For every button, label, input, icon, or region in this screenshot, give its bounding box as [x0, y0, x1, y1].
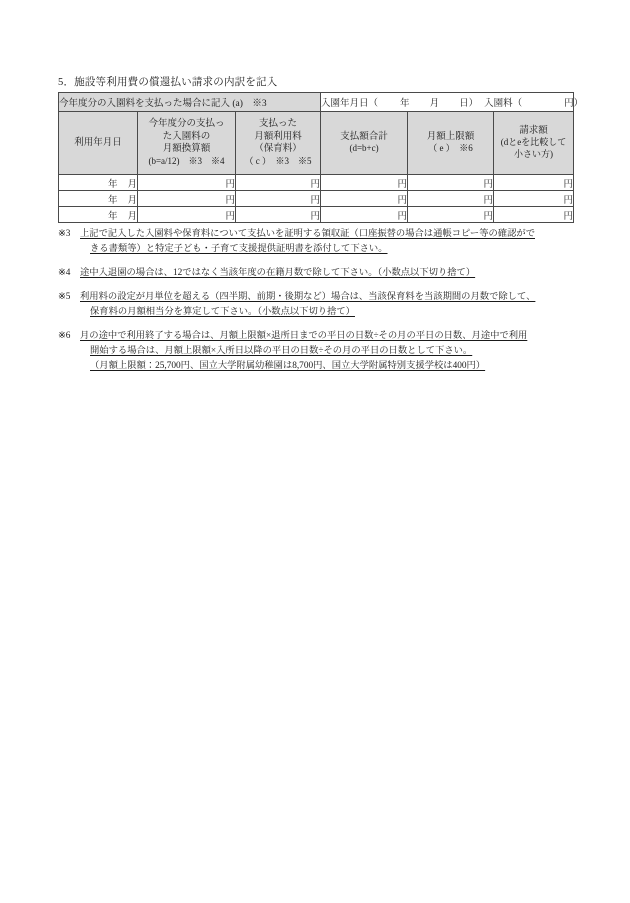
footnote-label: ※3 [58, 229, 71, 239]
currency-unit: 円 [225, 179, 235, 190]
footnote-body [80, 227, 576, 257]
cell-claim-amount[interactable] [494, 207, 574, 223]
banner-entrance-fee-note: 今年度分の入園料を支払った場合に記入 (a) ※3 [59, 93, 321, 112]
footnote-line: 利用料の設定が月単位を超える（四半期、前期・後期など）場合は、当該保育料を当該期間の月数で除して、 [80, 292, 536, 303]
use-date-year: 年 [107, 211, 118, 222]
cell-use-date[interactable] [59, 175, 138, 191]
footnote-line: 開始する場合は、月額上限額×入所日以降の平日の日数÷その月の平日の日数として下さい。 [90, 346, 473, 357]
currency-unit: 円 [397, 179, 408, 190]
table-header-row [59, 112, 574, 175]
cell-payment-total[interactable] [321, 175, 408, 191]
header-entrance-fee-monthly-line-4: (b=a/12) ※3 ※4 [148, 155, 225, 166]
use-date-year: 年 [107, 179, 118, 190]
cell-monthly-fee-paid[interactable] [236, 207, 321, 223]
table-row[interactable] [59, 175, 574, 191]
use-date-month: 月 [127, 179, 137, 190]
currency-unit: 円 [563, 211, 574, 222]
entrance-fee-label: 入園料（ [484, 99, 523, 109]
footnote-label: ※6 [58, 331, 71, 342]
cell-payment-total[interactable] [321, 191, 408, 207]
footnote-line: きる書類等）と特定子ども・子育て支援提供証明書を添付して下さい。 [90, 244, 388, 255]
section-heading: 5．施設等利用費の償還払い請求の内訳を記入 [58, 77, 278, 88]
currency-unit: 円 [483, 195, 494, 206]
footnote-body [80, 329, 576, 374]
cell-use-date[interactable] [59, 207, 138, 223]
header-monthly-fee-paid-line-4: （ c ） ※3 ※5 [244, 155, 312, 166]
footnote-note-4 [58, 266, 576, 281]
cell-monthly-fee-paid[interactable] [236, 191, 321, 207]
currency-unit: 円 [563, 195, 574, 206]
header-entrance-fee-monthly-line-1: 今年度分の支払っ [148, 119, 225, 130]
currency-unit: 円 [225, 211, 235, 222]
header-monthly-cap-line-2: （ e ） ※6 [428, 143, 473, 154]
header-monthly-fee-paid [236, 112, 321, 175]
header-monthly-fee-paid-line-3: （保育料） [254, 144, 302, 155]
footnote-line: 保育料の月額相当分を算定して下さい。（小数点以下切り捨て） [90, 307, 355, 318]
cell-monthly-cap[interactable] [408, 175, 494, 191]
footnote-note-5 [58, 290, 576, 320]
footnote-line: 月の途中で利用終了する場合は、月額上限額×退所日までの平日の日数÷その月の平日の日数、月途中で利用 [80, 331, 528, 342]
entrance-date-year: 年 [400, 99, 410, 109]
use-date-month: 月 [127, 211, 137, 222]
header-monthly-cap [408, 112, 494, 175]
header-claim-amount-line-3: 小さい方) [514, 149, 554, 160]
header-claim-amount-line-2: (dとeを比較して [500, 137, 567, 148]
header-monthly-cap-line-1: 月額上限額 [426, 131, 475, 142]
currency-unit: 円 [397, 211, 408, 222]
header-use-date-line-1: 利用年月日 [74, 137, 122, 148]
footnote-line: 途中入退園の場合は、12ではなく当該年度の在籍月数で除して下さい。（小数点以下切り捨て） [80, 268, 476, 279]
cell-claim-amount[interactable] [494, 191, 574, 207]
footnote-body [80, 290, 576, 320]
entrance-date-month: 月 [429, 99, 440, 109]
footnote-body [80, 266, 576, 281]
currency-unit: 円 [397, 195, 408, 206]
header-payment-total [321, 112, 408, 175]
cell-claim-amount[interactable] [494, 175, 574, 191]
header-payment-total-line-2: (d=b+c) [349, 143, 379, 154]
footnote-line: （月額上限額：25,700円、国立大学附属幼稚園は8,700円、国立大学附属特別支援学校は400円） [90, 361, 486, 372]
footnote-note-3 [58, 227, 576, 257]
banner-entrance-date-fee [321, 93, 584, 112]
currency-unit: 円 [563, 179, 574, 190]
currency-unit: 円 [310, 195, 321, 206]
use-date-year: 年 [107, 195, 118, 206]
table-banner-row [59, 93, 574, 112]
entrance-fee-unit: 円） [564, 99, 584, 109]
table-row[interactable] [59, 191, 574, 207]
header-use-date [59, 112, 138, 175]
footnote-label: ※4 [58, 268, 71, 279]
entrance-date-day: 日） [459, 99, 479, 109]
header-entrance-fee-monthly [138, 112, 236, 175]
header-monthly-fee-paid-line-1: 支払った [259, 119, 298, 130]
header-claim-amount-line-1: 請求額 [519, 125, 548, 136]
footnotes [58, 227, 576, 383]
currency-unit: 円 [225, 195, 235, 206]
cell-entrance-fee-monthly[interactable] [138, 175, 236, 191]
table-row[interactable] [59, 207, 574, 223]
table-body [59, 175, 574, 223]
use-date-month: 月 [127, 195, 137, 206]
refund-breakdown-table [58, 92, 584, 223]
header-monthly-fee-paid-line-2: 月額利用料 [254, 131, 302, 142]
cell-monthly-cap[interactable] [408, 207, 494, 223]
currency-unit: 円 [310, 179, 321, 190]
footnote-line: 上記で記入した入園料や保育料について支払いを証明する領収証（口座振替の場合は通帳コピー等の確認がで [80, 229, 535, 239]
currency-unit: 円 [483, 179, 494, 190]
header-claim-amount [494, 112, 574, 175]
header-entrance-fee-monthly-line-2: た入園料の [162, 131, 211, 142]
header-entrance-fee-monthly-line-3: 月額換算額 [162, 144, 211, 155]
currency-unit: 円 [483, 211, 494, 222]
header-payment-total-line-1: 支払額合計 [340, 131, 388, 142]
footnote-note-6 [58, 329, 576, 374]
cell-monthly-fee-paid[interactable] [236, 175, 321, 191]
cell-monthly-cap[interactable] [408, 191, 494, 207]
currency-unit: 円 [310, 211, 321, 222]
footnote-label: ※5 [58, 292, 71, 303]
cell-payment-total[interactable] [321, 207, 408, 223]
entrance-date-prefix: 入園年月日（ [321, 99, 379, 109]
cell-entrance-fee-monthly[interactable] [138, 191, 236, 207]
cell-use-date[interactable] [59, 191, 138, 207]
cell-entrance-fee-monthly[interactable] [138, 207, 236, 223]
